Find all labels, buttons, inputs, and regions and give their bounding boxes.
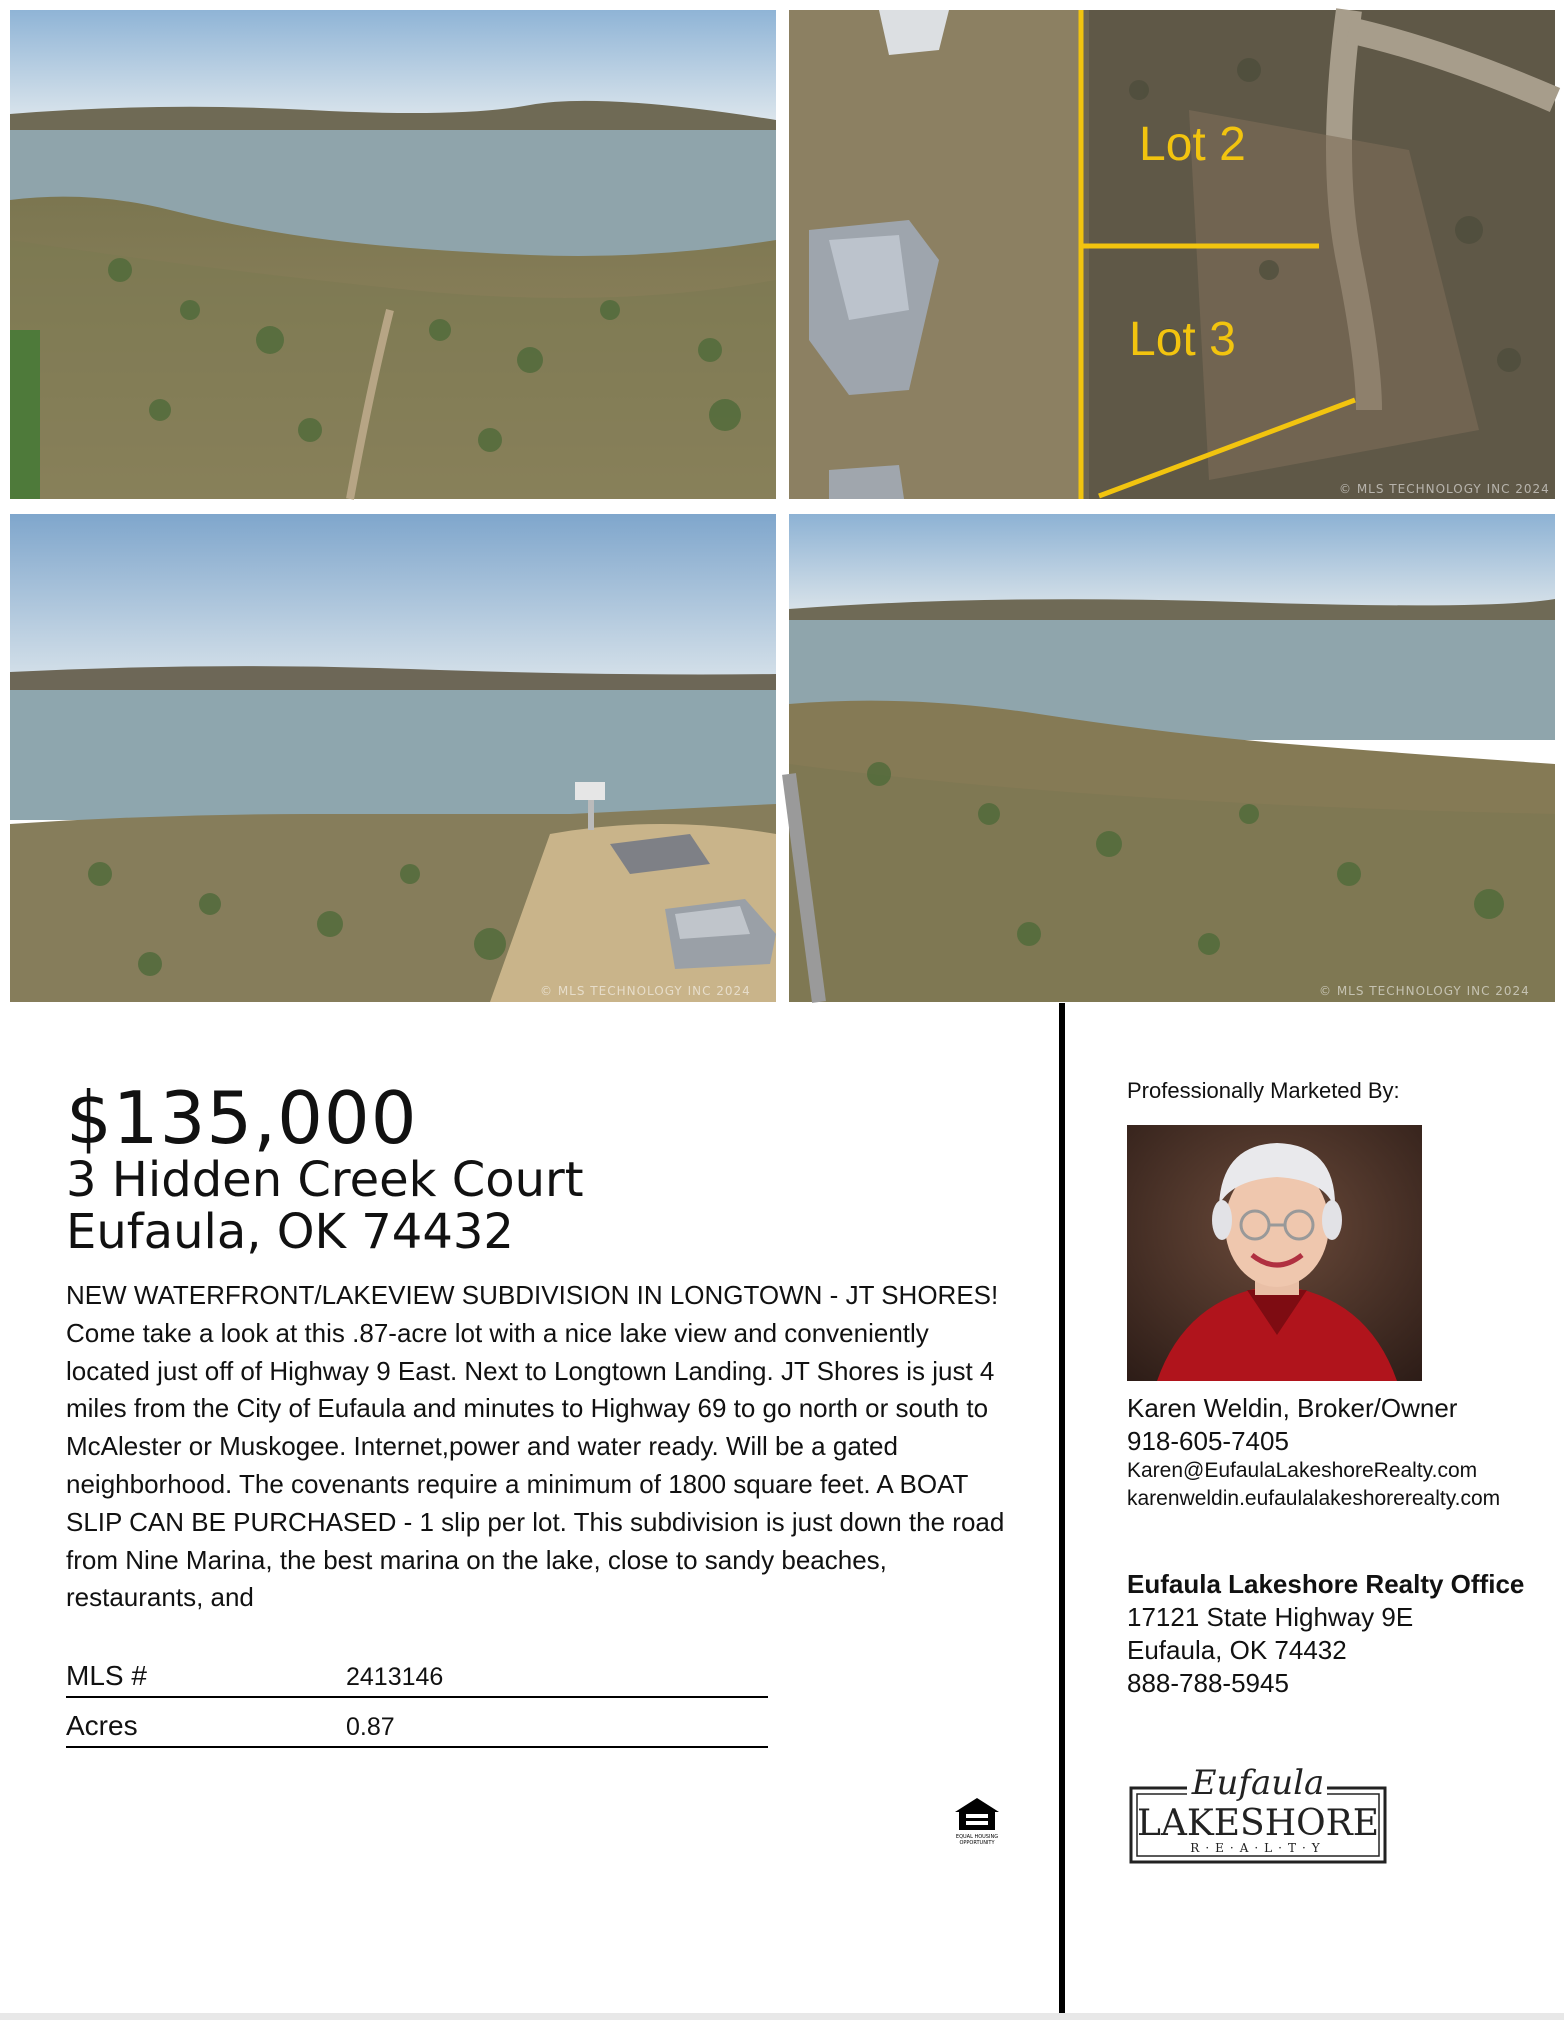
agent-phone[interactable]: 918-605-7405 [1127,1426,1289,1456]
vertical-divider [1059,1003,1065,2013]
facts-table [66,1648,768,1748]
fact-value: 0.87 [346,1713,395,1741]
eho-line-2: OPPORTUNITY [959,1840,995,1846]
property-photo-2-aerial [789,10,1555,499]
address-line-2: Eufaula, OK 74432 [66,1204,514,1260]
lot-2-label: Lot 2 [1139,118,1246,171]
bottom-strip [0,2013,1564,2020]
marketed-by-label: Professionally Marketed By: [1127,1078,1400,1103]
logo-script: Eufaula [1191,1763,1325,1803]
office-phone[interactable]: 888-788-5945 [1127,1668,1289,1698]
property-photo-3 [10,514,776,1002]
brokerage-logo [1127,1760,1389,1870]
agent-photo [1127,1125,1422,1381]
lot-3-label: Lot 3 [1129,313,1236,366]
fact-row-acres [66,1698,768,1748]
logo-main: LAKESHORE [1136,1803,1380,1844]
eho-line-1: EQUAL HOUSING [955,1834,999,1840]
property-photo-4 [789,514,1555,1002]
office-info [1127,1568,1527,1700]
logo-sub: R·E·A·L·T·Y [1190,1841,1326,1855]
fact-value: 2413146 [346,1663,444,1691]
listing-description: NEW WATERFRONT/LAKEVIEW SUBDIVISION IN LONGTOWN - JT SHORES! Come take a look at this .87-acre lot with a nice lake view and conveniently located just off of Highway 9 East. Next to Longtown Landing. JT Shores is just 4 miles from the City of Eufaula and minutes to Highway 69 to go north or south to McAlester or Muskogee. Internet,power and water ready. Will be a gated neighborhood. The covenants require a minimum of 1800 square feet. A BOAT SLIP CAN BE PURCHASED - 1 slip per lot. This subdivision is just down the road from Nine Marina, the best marina on the lake, close to sandy beaches, restaurants, and [66,1280,1005,1613]
photo-watermark: © MLS TECHNOLOGY INC 2024 [1319,984,1530,998]
address-line-1: 3 Hidden Creek Court [66,1152,584,1208]
photo-watermark: © MLS TECHNOLOGY INC 2024 [1339,482,1550,496]
listing-price: $135,000 [66,1076,418,1160]
equal-housing-icon [951,1796,1003,1846]
office-city: Eufaula, OK 74432 [1127,1635,1347,1665]
fact-row-mls [66,1648,768,1698]
agent-name: Karen Weldin, Broker/Owner [1127,1393,1458,1423]
agent-info [1127,1392,1527,1513]
fact-label: MLS # [66,1660,147,1691]
office-name: Eufaula Lakeshore Realty Office [1127,1569,1525,1599]
office-street: 17121 State Highway 9E [1127,1602,1414,1632]
photo-watermark: © MLS TECHNOLOGY INC 2024 [540,984,751,998]
property-photo-1 [10,10,776,499]
fact-label: Acres [66,1710,138,1741]
agent-website[interactable]: karenweldin.eufaulalakeshorerealty.com [1127,1487,1501,1510]
agent-email[interactable]: Karen@EufaulaLakeshoreRealty.com [1127,1459,1478,1482]
